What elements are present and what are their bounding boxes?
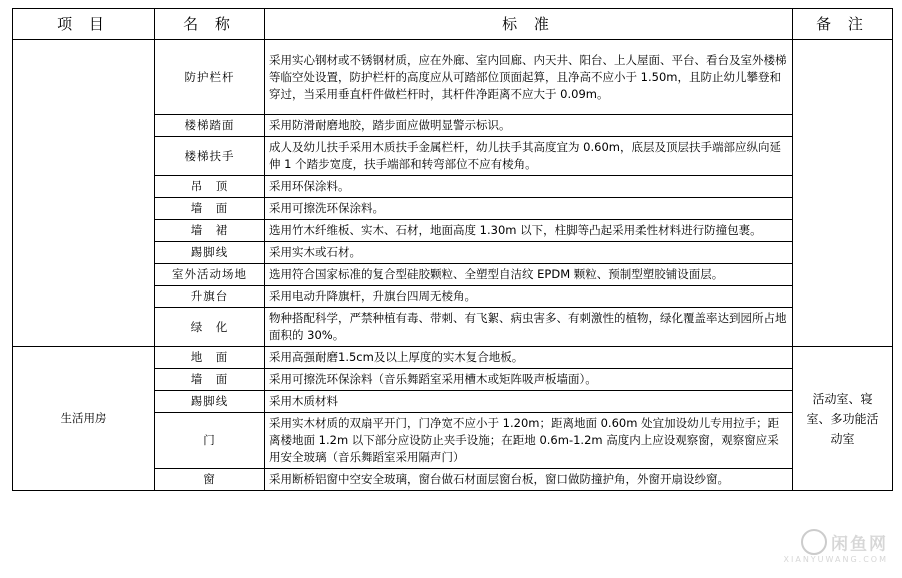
watermark-title: 闲鱼网: [831, 534, 888, 555]
row-name: 吊 顶: [155, 176, 265, 198]
header-note: 备 注: [793, 9, 893, 40]
table-row: [13, 347, 893, 369]
row-standard: 采用可擦洗环保涂料。: [265, 198, 793, 220]
row-standard: 采用实木材质的双扇平开门，门净宽不应小于 1.20m；距离地面 0.60m 处宜加设幼儿专用拉手；距离楼地面 1.2m 以下部分应设防止夹手设施；在距地 0.6m-1.2m 高度内上应设观察窗，观察窗应采用安全玻璃（音乐舞蹈室采用隔声门）: [265, 413, 793, 469]
row-standard: 采用实木或石材。: [265, 242, 793, 264]
header-standard: 标 准: [265, 9, 793, 40]
row-standard: 采用木质材料: [265, 391, 793, 413]
table-row: [13, 40, 893, 115]
row-name: 室外活动场地: [155, 264, 265, 286]
row-name: 踢脚线: [155, 242, 265, 264]
row-name: 窗: [155, 469, 265, 491]
watermark: [784, 529, 889, 564]
note-cell-empty: [793, 40, 893, 347]
row-name: 升旗台: [155, 286, 265, 308]
header-name: 名 称: [155, 9, 265, 40]
row-name: 楼梯扶手: [155, 137, 265, 176]
row-name: 踢脚线: [155, 391, 265, 413]
header-item: 项 目: [13, 9, 155, 40]
row-standard: 采用实心钢材或不锈钢材质，应在外廊、室内回廊、内天井、阳台、上人屋面、平台、看台及室外楼梯等临空处设置，防护栏杆的高度应从可踏部位顶面起算，且净高不应小于 1.50m，且防止幼儿攀登和穿过，当采用垂直杆件做栏杆时，其杆件净距离不应大于 0.09m。: [265, 40, 793, 115]
row-standard: 采用可擦洗环保涂料（音乐舞蹈室采用槽木或矩阵吸声板墙面）。: [265, 369, 793, 391]
note-living-rooms: 活动室、寝室、多功能活动室: [793, 347, 893, 491]
row-name: 楼梯踏面: [155, 115, 265, 137]
row-name: 门: [155, 413, 265, 469]
standards-table: [12, 8, 893, 491]
fish-logo-icon: [801, 529, 827, 555]
row-standard: 采用防滑耐磨地胶，踏步面应做明显警示标识。: [265, 115, 793, 137]
row-standard: 选用竹木纤维板、实木、石材，地面高度 1.30m 以下，柱脚等凸起采用柔性材料进行防撞包裹。: [265, 220, 793, 242]
category-cell-empty: [13, 40, 155, 347]
row-name: 墙 面: [155, 369, 265, 391]
row-name: 地 面: [155, 347, 265, 369]
row-standard: 成人及幼儿扶手采用木质扶手金属栏杆，幼儿扶手其高度宜为 0.60m，底层及顶层扶手端部应纵向延伸 1 个踏步宽度，扶手端部和转弯部位不应有棱角。: [265, 137, 793, 176]
row-name: 绿 化: [155, 308, 265, 347]
row-standard: 采用高强耐磨1.5cm及以上厚度的实木复合地板。: [265, 347, 793, 369]
row-standard: 物种搭配科学，严禁种植有毒、带刺、有飞絮、病虫害多、有刺激性的植物，绿化覆盖率达到园所占地面积的 30%。: [265, 308, 793, 347]
table-header-row: [13, 9, 893, 40]
watermark-url: XIANYUWANG.COM: [783, 555, 888, 564]
row-standard: 采用电动升降旗杆，升旗台四周无棱角。: [265, 286, 793, 308]
row-standard: 采用环保涂料。: [265, 176, 793, 198]
row-name: 墙 面: [155, 198, 265, 220]
row-name: 墙 裙: [155, 220, 265, 242]
row-standard: 采用断桥铝窗中空安全玻璃，窗台做石材面层窗台板，窗口做防撞护角，外窗开扇设纱窗。: [265, 469, 793, 491]
category-living-rooms: 生活用房: [13, 347, 155, 491]
row-standard: 选用符合国家标准的复合型硅胶颗粒、全塑型自洁纹 EPDM 颗粒、预制型塑胶铺设面层。: [265, 264, 793, 286]
row-name: 防护栏杆: [155, 40, 265, 115]
